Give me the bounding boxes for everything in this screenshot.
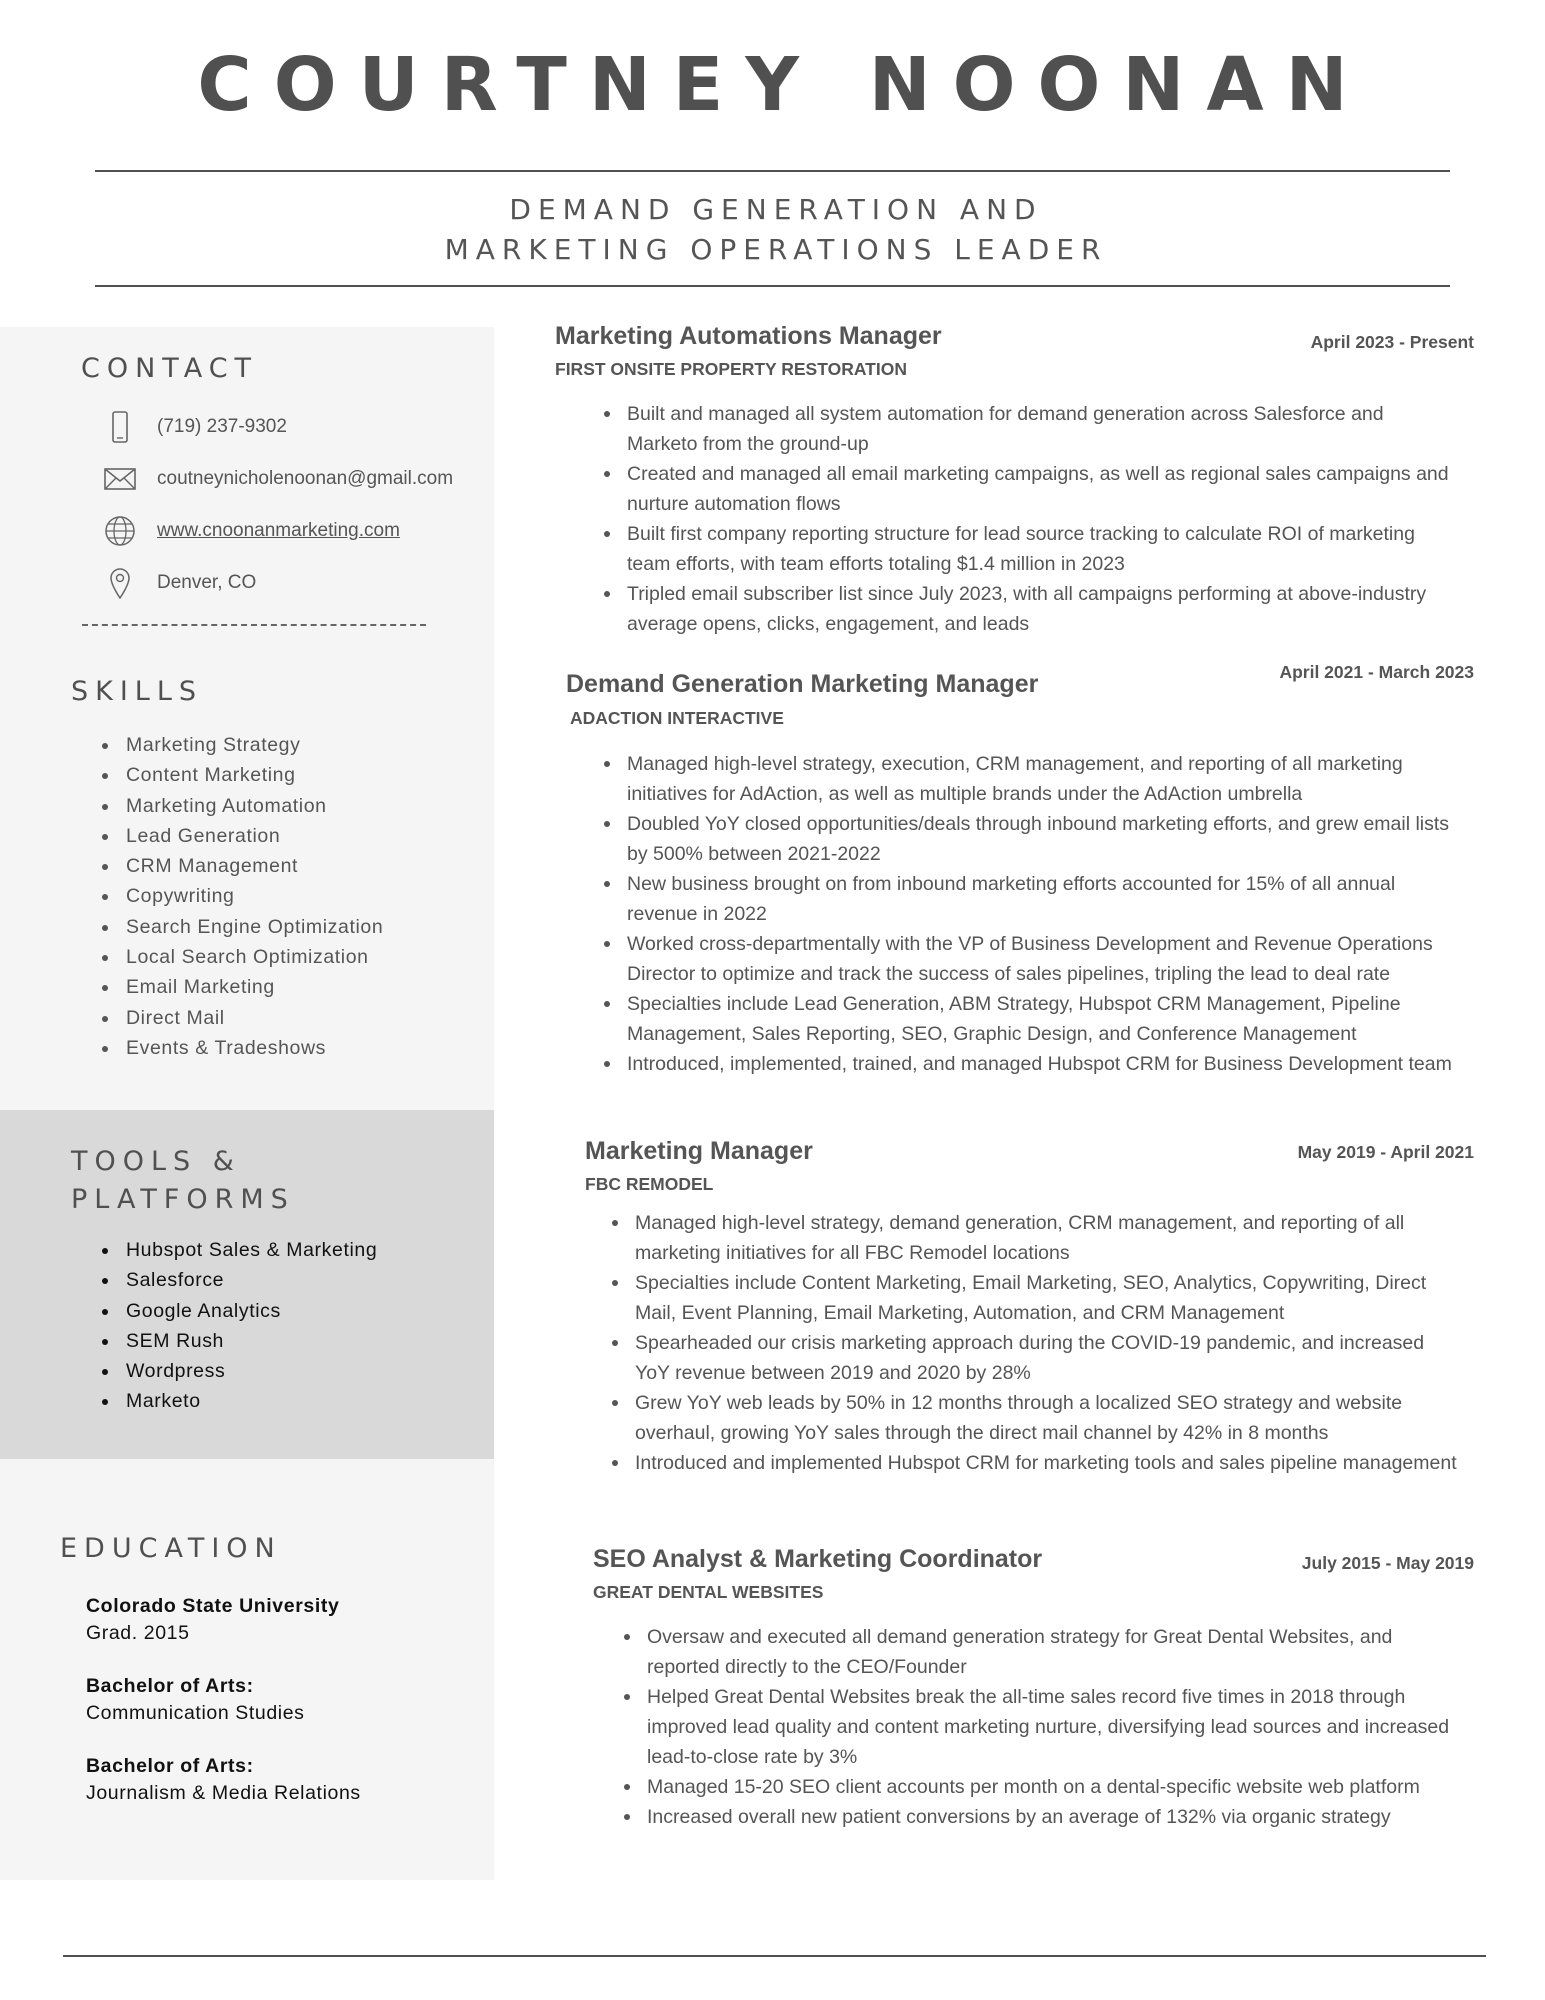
education-heading: EDUCATION [60,1533,282,1564]
job-company: FIRST ONSITE PROPERTY RESTORATION [555,359,907,379]
job-bullet: Spearheaded our crisis marketing approach during the COVID-19 pandemic, and increased YoY revenue between 2019 and 2020 by 28% [606,1328,1458,1388]
job-title: Marketing Manager [585,1137,813,1165]
job-3-bullets [606,1208,1458,1478]
job-dates: April 2023 - Present [1310,332,1474,352]
education-degree-1 [86,1673,305,1727]
skill-item: Lead Generation [98,821,383,851]
graduation-year: Grad. 2015 [86,1622,190,1644]
tools-heading-line-1: TOOLS & [71,1146,241,1177]
envelope-icon [100,462,140,496]
skill-item: Marketing Automation [98,791,383,821]
job-bullet: Specialties include Content Marketing, Email Marketing, SEO, Analytics, Copywriting, Direct Mail, Event Planning, Email Marketing, Automation, and CRM Management [606,1268,1458,1328]
job-bullet: Grew YoY web leads by 50% in 12 months through a localized SEO strategy and website overhaul, growing YoY sales through the direct mail channel by 42% in 8 months [606,1388,1458,1448]
job-bullet: Built and managed all system automation for demand generation across Salesforce and Marketo from the ground-up [598,399,1458,459]
job-1-header [555,322,942,380]
tools-heading-line-2: PLATFORMS [71,1184,295,1215]
contact-website-row [100,514,400,548]
tools-heading [71,1143,295,1219]
contact-website-link[interactable]: www.cnoonanmarketing.com [157,520,400,541]
job-title: Marketing Automations Manager [555,322,942,350]
footer-divider [63,1955,1486,1957]
skill-item: Email Marketing [98,972,383,1002]
degree-1-field: Communication Studies [86,1702,305,1724]
job-bullet: Oversaw and executed all demand generation strategy for Great Dental Websites, and reported directly to the CEO/Founder [618,1622,1458,1682]
skill-item: Search Engine Optimization [98,912,383,942]
job-bullet: Helped Great Dental Websites break the all-time sales record five times in 2018 through improved lead quality and content marketing nurture, diversifying lead sources and increased lead-to-close rate by 3% [618,1682,1458,1772]
job-bullet: Tripled email subscriber list since July 2023, with all campaigns performing at above-industry average opens, clicks, engagement, and leads [598,579,1458,639]
contact-location-row [100,566,256,600]
globe-icon [100,514,140,548]
contact-location: Denver, CO [157,572,257,593]
skill-item: Marketing Strategy [98,730,383,760]
job-3-header [585,1137,813,1195]
contact-email[interactable]: coutneynicholenoonan@gmail.com [157,468,454,489]
contact-email-row [100,462,453,496]
candidate-name: COURTNEY NOONAN [197,42,1370,128]
job-bullet: Built first company reporting structure for lead source tracking to calculate ROI of marketing team efforts, with team efforts totaling $1.4 million in 2023 [598,519,1458,579]
job-dates: July 2015 - May 2019 [1301,1553,1474,1573]
job-bullet: Specialties include Lead Generation, ABM Strategy, Hubspot CRM Management, Pipeline Management, Sales Reporting, SEO, Graphic Design, and Conference Management [598,989,1458,1049]
tool-item: Marketo [98,1386,377,1416]
job-4-header [593,1545,1042,1603]
job-bullet: Introduced, implemented, trained, and managed Hubspot CRM for Business Development team [598,1049,1458,1079]
job-company: ADACTION INTERACTIVE [570,708,784,728]
job-bullet: Managed high-level strategy, execution, CRM management, and reporting of all marketing initiatives for AdAction, as well as multiple brands under the AdAction umbrella [598,749,1458,809]
job-2-bullets [598,749,1458,1079]
header-divider-bottom [95,285,1450,287]
contact-heading: CONTACT [81,353,259,384]
skill-item: Local Search Optimization [98,942,383,972]
job-bullet: Worked cross-departmentally with the VP of Business Development and Revenue Operations Director to optimize and track the success of sales pipelines, tripling the lead to deal rate [598,929,1458,989]
map-pin-icon [100,566,140,600]
job-4-bullets [618,1622,1458,1832]
skill-item: Direct Mail [98,1003,383,1033]
skill-item: Content Marketing [98,760,383,790]
tool-item: SEM Rush [98,1326,377,1356]
skill-item: Events & Tradeshows [98,1033,383,1063]
job-title: SEO Analyst & Marketing Coordinator [593,1545,1043,1573]
job-bullet: Increased overall new patient conversions by an average of 132% via organic strategy [618,1802,1458,1832]
contact-dashed-divider [82,624,426,626]
job-1-bullets [598,399,1458,639]
tool-item: Salesforce [98,1265,377,1295]
candidate-title [0,190,1545,270]
tool-item: Hubspot Sales & Marketing [98,1235,377,1265]
degree-1-label: Bachelor of Arts: [86,1675,254,1697]
degree-2-field: Journalism & Media Relations [86,1782,361,1804]
title-line-1: DEMAND GENERATION AND [509,193,1043,226]
job-dates: April 2021 - March 2023 [1279,662,1474,682]
job-bullet: Managed 15-20 SEO client accounts per month on a dental-specific website web platform [618,1772,1458,1802]
job-bullet: Doubled YoY closed opportunities/deals through inbound marketing efforts, and grew email lists by 500% between 2021-2022 [598,809,1458,869]
job-company: FBC REMODEL [585,1174,714,1194]
skill-item: Copywriting [98,881,383,911]
job-company: GREAT DENTAL WEBSITES [593,1582,824,1602]
job-bullet: Introduced and implemented Hubspot CRM for marketing tools and sales pipeline management [606,1448,1458,1478]
job-bullet: Managed high-level strategy, demand generation, CRM management, and reporting of all marketing initiatives for all FBC Remodel locations [606,1208,1458,1268]
contact-phone-row [100,410,287,444]
phone-icon [100,410,140,444]
degree-2-label: Bachelor of Arts: [86,1755,254,1777]
education-degree-2 [86,1753,361,1807]
header-divider-top [95,170,1450,172]
school-name: Colorado State University [86,1595,340,1617]
job-2-header [566,670,1038,729]
job-title: Demand Generation Marketing Manager [566,670,1039,698]
contact-phone: (719) 237-9302 [157,416,287,437]
tool-item: Google Analytics [98,1296,377,1326]
sidebar-education-panel [0,1459,494,1880]
skill-item: CRM Management [98,851,383,881]
title-line-2: MARKETING OPERATIONS LEADER [444,233,1108,266]
job-bullet: New business brought on from inbound marketing efforts accounted for 15% of all annual revenue in 2022 [598,869,1458,929]
job-bullet: Created and managed all email marketing campaigns, as well as regional sales campaigns and nurture automation flows [598,459,1458,519]
skills-heading: SKILLS [71,676,204,707]
tools-list [98,1235,377,1417]
education-school [86,1593,339,1647]
job-dates: May 2019 - April 2021 [1297,1142,1474,1162]
tool-item: Wordpress [98,1356,377,1386]
skills-list [98,730,383,1063]
